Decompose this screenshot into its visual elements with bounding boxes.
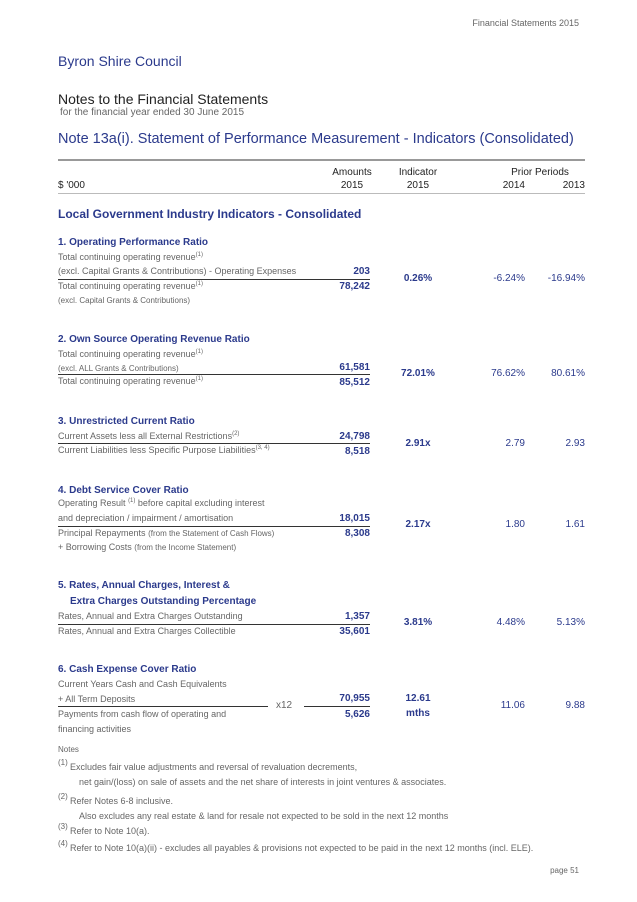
numerator-value: 18,015	[339, 513, 370, 524]
prior-2013-value: -16.94%	[547, 273, 585, 284]
indicator-line: Payments from cash flow of operating and	[58, 709, 227, 719]
indicator-title: 6. Cash Expense Cover Ratio	[58, 664, 197, 675]
fraction-rule	[58, 279, 370, 280]
indicator-title: 4. Debt Service Cover Ratio	[58, 485, 189, 496]
indicator-title: 3. Unrestricted Current Ratio	[58, 416, 195, 427]
indicator-line: financing activities	[58, 724, 132, 734]
doc-subtitle: for the financial year ended 30 June 2015	[60, 107, 245, 118]
indicator-title-cont: Extra Charges Outstanding Percentage	[70, 596, 257, 607]
indicator-value: 3.81%	[403, 617, 433, 628]
denominator-value: 8,308	[344, 528, 370, 539]
fraction-rule	[58, 624, 370, 625]
denominator-value: 85,512	[339, 377, 370, 388]
indicator-value: 12.61	[405, 693, 431, 704]
indicator-line: + Borrowing Costs (from the Income Statement)	[58, 542, 237, 552]
indicator-line: (excl. ALL Grants & Contributions)	[58, 364, 179, 373]
fraction-rule	[58, 526, 370, 527]
prior-2014-value: -6.24%	[493, 273, 525, 284]
indicator-value: 72.01%	[401, 368, 435, 379]
indicator-line: Rates, Annual and Extra Charges Collectible	[58, 626, 236, 636]
doc-title: Notes to the Financial Statements	[58, 91, 269, 107]
header-rule-bottom	[58, 193, 585, 194]
indicator-line: Total continuing operating revenue$^{(1)}$	[58, 349, 203, 359]
numerator-value: 24,798	[339, 431, 370, 442]
fraction-rule-left	[58, 706, 268, 707]
note-text: Also excludes any real estate & land for resale not expected to be sold in the next 12 months	[79, 811, 449, 821]
prior-2013-value: 2.93	[565, 438, 585, 449]
denominator-value: 35,601	[339, 626, 370, 637]
col-year-indicator: 2015	[406, 180, 430, 191]
prior-2013-value: 9.88	[565, 700, 585, 711]
indicator-line: + All Term Deposits	[58, 694, 136, 704]
header-rule	[58, 159, 585, 161]
note-text: Excludes fair value adjustments and reversal of revaluation decrements,	[70, 762, 358, 772]
col-year-2014: 2014	[502, 180, 525, 191]
running-header: Financial Statements 2015	[472, 18, 579, 28]
prior-2014-value: 2.79	[505, 438, 525, 449]
prior-2014-value: 1.80	[505, 519, 525, 530]
note-text: Refer to Note 10(a)(ii) - excludes all payables & provisions not expected to be paid in the next 12 months (incl. ELE).	[70, 843, 534, 853]
indicator-line: Total continuing operating revenue$^{(1)}$	[58, 252, 203, 262]
col-indicator: Indicator	[398, 167, 438, 178]
section-title: Local Government Industry Indicators - Consolidated	[58, 207, 362, 221]
fraction-rule	[58, 443, 370, 444]
indicator-line: and depreciation / impairment / amortisation	[58, 513, 234, 523]
page-number: page 51	[550, 866, 579, 875]
numerator-value: 70,955	[339, 693, 370, 704]
indicator-line: Operating Result $^{(1)}$ before capital excluding interest	[58, 498, 265, 508]
indicator-value: 2.91x	[405, 438, 431, 449]
council-name: Byron Shire Council	[58, 53, 182, 69]
note-mark: (4)	[58, 839, 68, 848]
indicator-line: Total continuing operating revenue$^{(1)}$	[58, 281, 203, 291]
indicator-value: 0.26%	[403, 273, 433, 284]
numerator-value: 203	[353, 266, 370, 277]
fraction-rule	[58, 374, 370, 375]
indicator-title: 5. Rates, Annual Charges, Interest &	[58, 580, 230, 591]
prior-2014-value: 11.06	[500, 700, 525, 711]
note-mark: (3)	[58, 822, 68, 831]
col-year-2013: 2013	[562, 180, 585, 191]
indicator-line: (excl. Capital Grants & Contributions) - Operating Expenses	[58, 266, 297, 276]
indicator-line: (excl. Capital Grants & Contributions)	[58, 296, 191, 305]
col-prior-periods: Prior Periods	[511, 167, 569, 178]
fraction-rule-right	[304, 706, 370, 707]
indicator-line: Current Years Cash and Cash Equivalents	[58, 679, 227, 689]
note-text: Refer to Note 10(a).	[70, 826, 150, 836]
indicator-title: 2. Own Source Operating Revenue Ratio	[58, 334, 250, 345]
indicator-line: Total continuing operating revenue$^{(1)}$	[58, 376, 203, 386]
multiplier: x12	[276, 700, 293, 711]
indicator-line: Principal Repayments (from the Statement of Cash Flows)	[58, 528, 275, 538]
denominator-value: 78,242	[339, 281, 370, 292]
denominator-value: 5,626	[344, 709, 370, 720]
prior-2014-value: 4.48%	[496, 617, 525, 628]
note-mark: (1)	[58, 758, 68, 767]
indicator-line: Current Liabilities less Specific Purpose Liabilities$^{(3, 4)}$	[58, 445, 270, 455]
numerator-value: 61,581	[339, 362, 370, 373]
note-text: Refer Notes 6-8 inclusive.	[70, 796, 174, 806]
note-text: net gain/(loss) on sale of assets and the net share of interests in joint ventures & associates.	[79, 777, 447, 787]
col-unit: $ '000	[58, 180, 85, 191]
prior-2014-value: 76.62%	[491, 368, 525, 379]
col-amounts: Amounts	[332, 167, 372, 178]
indicator-line: Current Assets less all External Restrictions$^{(2)}$	[58, 431, 240, 441]
prior-2013-value: 1.61	[565, 519, 585, 530]
prior-2013-value: 80.61%	[551, 368, 585, 379]
prior-2013-value: 5.13%	[556, 617, 585, 628]
indicator-unit: mths	[406, 708, 430, 719]
notes-heading: Notes	[58, 745, 79, 754]
indicator-value: 2.17x	[405, 519, 431, 530]
note-title: Note 13a(i). Statement of Performance Measurement - Indicators (Consolidated)	[58, 131, 574, 147]
col-year-amount: 2015	[340, 180, 364, 191]
indicator-title: 1. Operating Performance Ratio	[58, 237, 209, 248]
denominator-value: 8,518	[344, 446, 370, 457]
numerator-value: 1,357	[344, 611, 370, 622]
note-mark: (2)	[58, 792, 68, 801]
indicator-line: Rates, Annual and Extra Charges Outstanding	[58, 611, 243, 621]
